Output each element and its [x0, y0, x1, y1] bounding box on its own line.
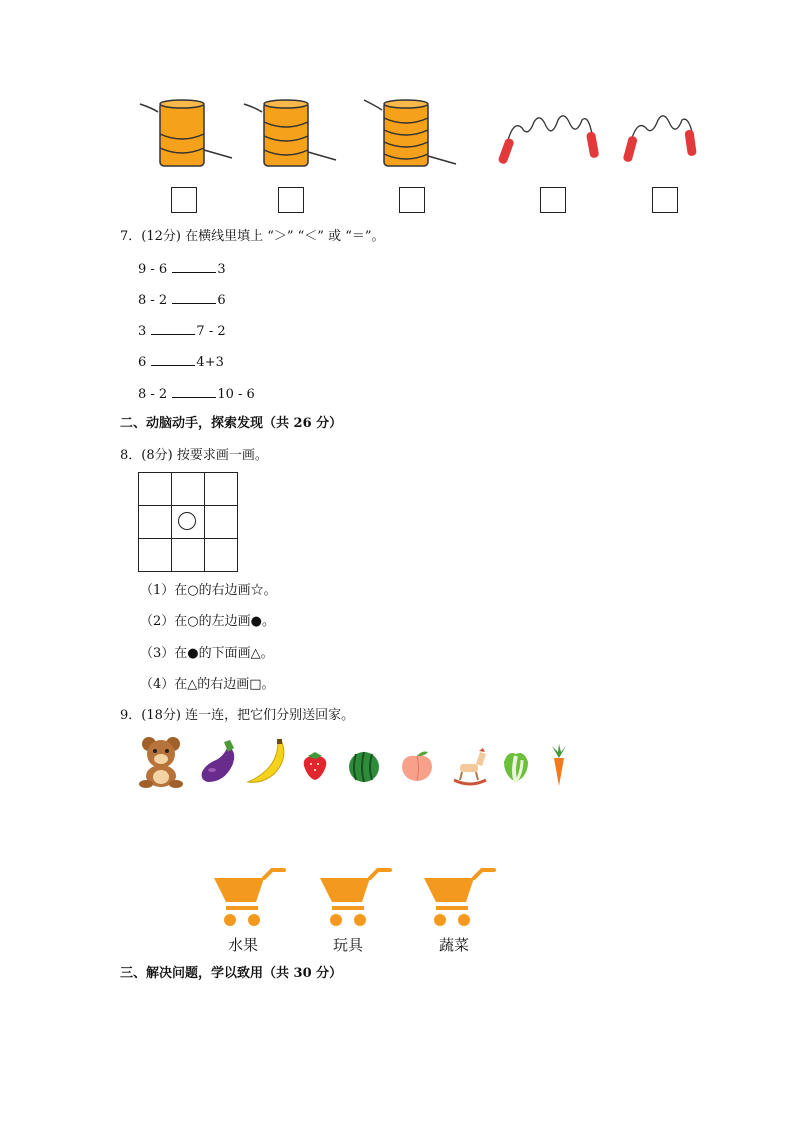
- compare-left: 8 - 2: [138, 387, 168, 402]
- grid-cell[interactable]: [171, 505, 205, 539]
- grid-cell[interactable]: [171, 538, 205, 572]
- grid-cell[interactable]: [171, 472, 205, 506]
- grid-cell[interactable]: [138, 472, 172, 506]
- compare-blank[interactable]: [172, 385, 216, 398]
- peach-icon[interactable]: [398, 748, 436, 784]
- drawing-step: （3）在●的下面画△。: [140, 646, 274, 661]
- answer-box[interactable]: [278, 187, 304, 213]
- cart-icon[interactable]: [318, 868, 394, 932]
- drawing-grid: [138, 472, 237, 571]
- cart-icon[interactable]: [422, 868, 498, 932]
- compare-line: [138, 385, 255, 403]
- drawing-step: （4）在△的右边画□。: [140, 677, 275, 692]
- carrot-icon[interactable]: [546, 744, 572, 788]
- compare-blank[interactable]: [151, 322, 195, 335]
- strawberry-icon[interactable]: [300, 750, 330, 782]
- drawing-step: （1）在○的右边画☆。: [140, 583, 277, 598]
- section-2-heading: 二、动脑动手，探索发现（共 26 分）: [120, 416, 343, 431]
- answer-box[interactable]: [540, 187, 566, 213]
- watermelon-icon[interactable]: [346, 748, 382, 784]
- spring-cylinder-picture: [362, 98, 462, 170]
- compare-left: 9 - 6: [138, 262, 168, 277]
- jump-rope-picture: [496, 110, 606, 170]
- compare-left: 6: [138, 355, 147, 370]
- compare-left: 3: [138, 324, 147, 339]
- cart-icon[interactable]: [212, 868, 288, 932]
- compare-blank[interactable]: [151, 353, 195, 366]
- bear-icon[interactable]: [136, 734, 186, 788]
- compare-right: 3: [217, 262, 226, 277]
- grid-cell[interactable]: [138, 538, 172, 572]
- compare-right: 7 - 2: [196, 324, 226, 339]
- answer-box[interactable]: [399, 187, 425, 213]
- compare-right: 10 - 6: [217, 387, 255, 402]
- grid-cell[interactable]: [138, 505, 172, 539]
- compare-blank[interactable]: [172, 291, 216, 304]
- compare-right: 6: [217, 293, 226, 308]
- rocking-horse-icon[interactable]: [450, 746, 490, 786]
- grid-cell[interactable]: [204, 538, 238, 572]
- bok-choy-icon[interactable]: [498, 746, 534, 786]
- question-9-title: 9．(18分) 连一连，把它们分别送回家。: [120, 708, 355, 723]
- eggplant-icon[interactable]: [198, 738, 242, 786]
- jump-rope-picture: [620, 110, 710, 170]
- answer-box[interactable]: [171, 187, 197, 213]
- banana-icon[interactable]: [244, 738, 290, 786]
- question-8-title: 8．(8分) 按要求画一画。: [120, 448, 268, 463]
- cart-label-fruit: 水果: [227, 936, 258, 954]
- compare-left: 8 - 2: [138, 293, 168, 308]
- drawing-step: （2）在○的左边画●。: [140, 614, 275, 629]
- compare-right: 4+3: [196, 355, 224, 370]
- grid-cell[interactable]: [204, 505, 238, 539]
- section-3-heading: 三、解决问题，学以致用（共 30 分）: [120, 966, 343, 981]
- compare-line: [138, 353, 224, 371]
- grid-cell[interactable]: [204, 472, 238, 506]
- compare-line: [138, 260, 226, 278]
- question-7-title: 7．(12分) 在横线里填上 “＞” “＜” 或 “＝”。: [120, 229, 385, 244]
- answer-box[interactable]: [652, 187, 678, 213]
- compare-line: [138, 291, 226, 309]
- circle-icon: [178, 512, 196, 530]
- cart-label-toys: 玩具: [332, 936, 363, 954]
- compare-line: [138, 322, 226, 340]
- spring-cylinder-picture: [242, 98, 342, 170]
- spring-cylinder-picture: [138, 98, 238, 170]
- compare-blank[interactable]: [172, 260, 216, 273]
- cart-label-vegetables: 蔬菜: [438, 936, 469, 954]
